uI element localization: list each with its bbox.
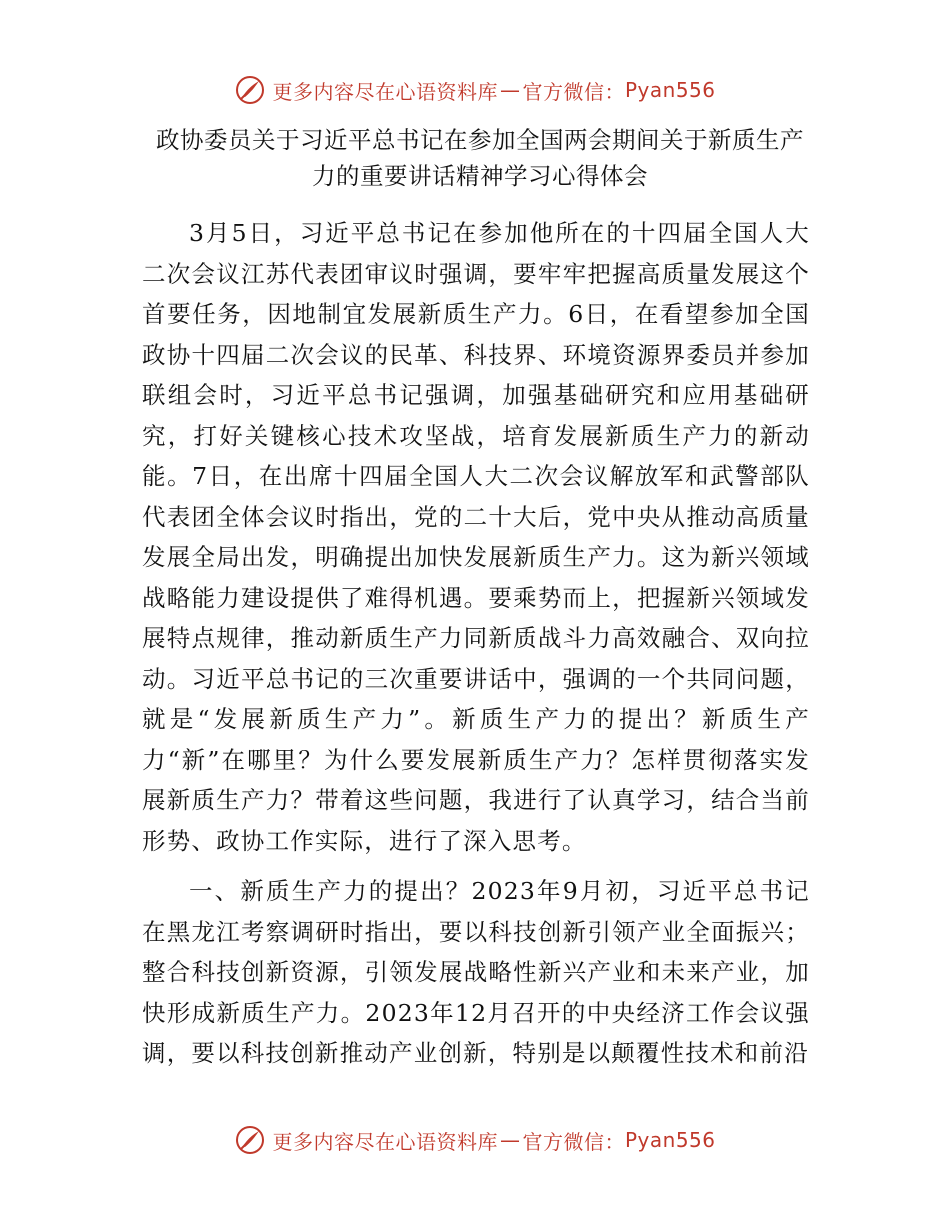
watermark-official: 官方微信： (522, 1129, 625, 1154)
title-line-1: 政协委员关于习近平总书记在参加全国两会期间关于新质生产 (156, 126, 804, 154)
watermark-bottom (0, 1120, 950, 1160)
watermark-wechat-id: Pyan556 (624, 78, 716, 102)
watermark-official: 官方微信： (522, 79, 625, 104)
quill-pen-logo-icon (234, 1124, 266, 1156)
paragraph-1: 3月5日，习近平总书记在参加他所在的十四届全国人大二次会议江苏代表团审议时强调，要牢牢把握高质量发展这个首要任务，因地制宜发展新质生产力。6日，在看望参加全国政协十四届二次会议的民革、科技界、环境资源界委员并参加联组会时，习近平总书记强调，加强基础研究和应用基础研究，打好关键核心技术攻坚战，培育发展新质生产力的新动能。7日，在出席十四届全国人大二次会议解放军和武警部队代表团全体会议时指出，党的二十大后，党中央从推动高质量发展全局出发，明确提出加快发展新质生产力。这为新兴领域战略能力建设提供了难得机遇。要乘势而上，把握新兴领域发展特点规律，推动新质生产力同新质战斗力高效融合、双向拉动。习近平总书记的三次重要讲话中，强调的一个共同问题，就是“发展新质生产力”。新质生产力的提出？新质生产力“新”在哪里？为什么要发展新质生产力？怎样贯彻落实发展新质生产力？带着这些问题，我进行了认真学习，结合当前形势、政协工作实际，进行了深入思考。 (142, 219, 810, 855)
document-body (142, 213, 810, 1074)
title-line-2: 力的重要讲话精神学习心得体会 (312, 162, 648, 190)
watermark-separator: — (499, 1128, 521, 1152)
watermark-separator: — (499, 78, 521, 102)
paragraph-2: 一、新质生产力的提出？2023年9月初，习近平总书记在黑龙江考察调研时指出，要以科技创新引领产业全面振兴；整合科技创新资源，引领发展战略性新兴产业和未来产业，加快形成新质生产力。2023年12月召开的中央经济工作会议强调，要以科技创新推动产业创新，特别是以颠覆性技术和前沿 (142, 877, 810, 1067)
quill-pen-logo-icon (234, 74, 266, 106)
watermark-brand: 更多内容尽在心语资料库 (272, 79, 498, 104)
watermark-top (0, 70, 950, 110)
document-title (140, 122, 820, 194)
watermark-wechat-id: Pyan556 (624, 1128, 716, 1152)
watermark-brand: 更多内容尽在心语资料库 (272, 1129, 498, 1154)
